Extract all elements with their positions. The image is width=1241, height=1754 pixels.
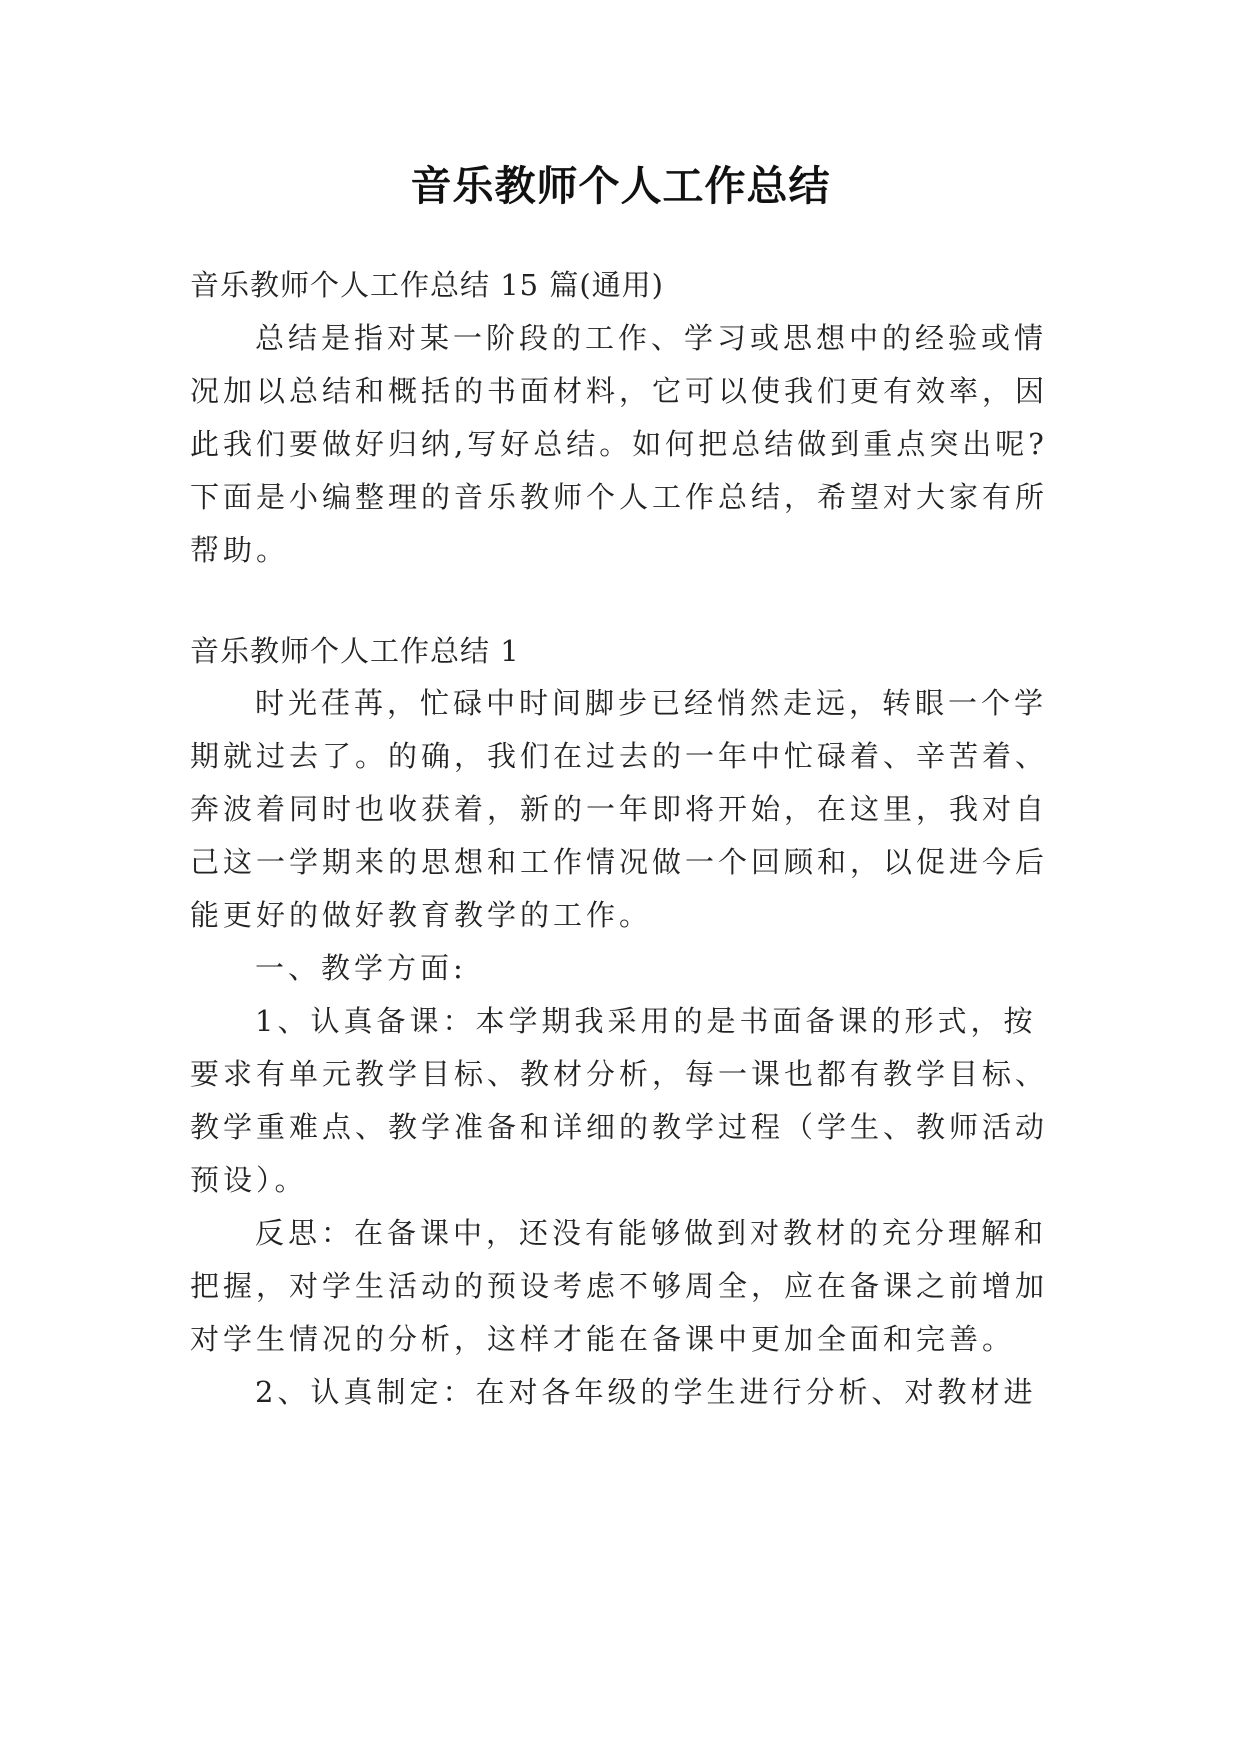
- body-line: 把握，对学生活动的预设考虑不够周全，应在备课之前增加: [190, 1269, 1049, 1303]
- body-line: 对学生情况的分析，这样才能在备课中更加全面和完善。: [190, 1322, 1016, 1356]
- body-line: 能更好的做好教育教学的工作。: [190, 898, 653, 932]
- body-line: 教学重难点、教学准备和详细的教学过程（学生、教师活动: [190, 1110, 1049, 1144]
- body-line: 2、认真制定：在对各年级的学生进行分析、对教材进: [255, 1375, 1037, 1409]
- body-line: 预设）。: [190, 1163, 308, 1197]
- body-line: 要求有单元教学目标、教材分析，每一课也都有教学目标、: [190, 1057, 1049, 1091]
- body-line: 时光荏苒，忙碌中时间脚步已经悄然走远，转眼一个学: [255, 686, 1048, 720]
- page-title: 音乐教师个人工作总结: [410, 162, 831, 210]
- intro-line: 况加以总结和概括的书面材料，它可以使我们更有效率，因: [190, 374, 1049, 408]
- body-line: 期就过去了。的确，我们在过去的一年中忙碌着、辛苦着、: [190, 739, 1049, 773]
- body-line: 己这一学期来的思想和工作情况做一个回顾和，以促进今后: [190, 845, 1049, 879]
- intro-line: 下面是小编整理的音乐教师个人工作总结，希望对大家有所: [190, 480, 1049, 514]
- body-line: 奔波着同时也收获着，新的一年即将开始，在这里，我对自: [190, 792, 1049, 826]
- body-line: 一、教学方面:: [255, 951, 467, 985]
- document-subtitle: 音乐教师个人工作总结 15 篇(通用): [190, 268, 664, 302]
- body-line: 反思：在备课中，还没有能够做到对教材的充分理解和: [255, 1216, 1048, 1250]
- intro-line: 总结是指对某一阶段的工作、学习或思想中的经验或情: [255, 321, 1048, 355]
- body-line: 1、认真备课：本学期我采用的是书面备课的形式，按: [255, 1004, 1037, 1038]
- intro-line: 帮助。: [190, 533, 290, 567]
- intro-line: 此我们要做好归纳,写好总结。如何把总结做到重点突出呢?: [190, 427, 1048, 461]
- section-heading: 音乐教师个人工作总结 1: [190, 634, 520, 668]
